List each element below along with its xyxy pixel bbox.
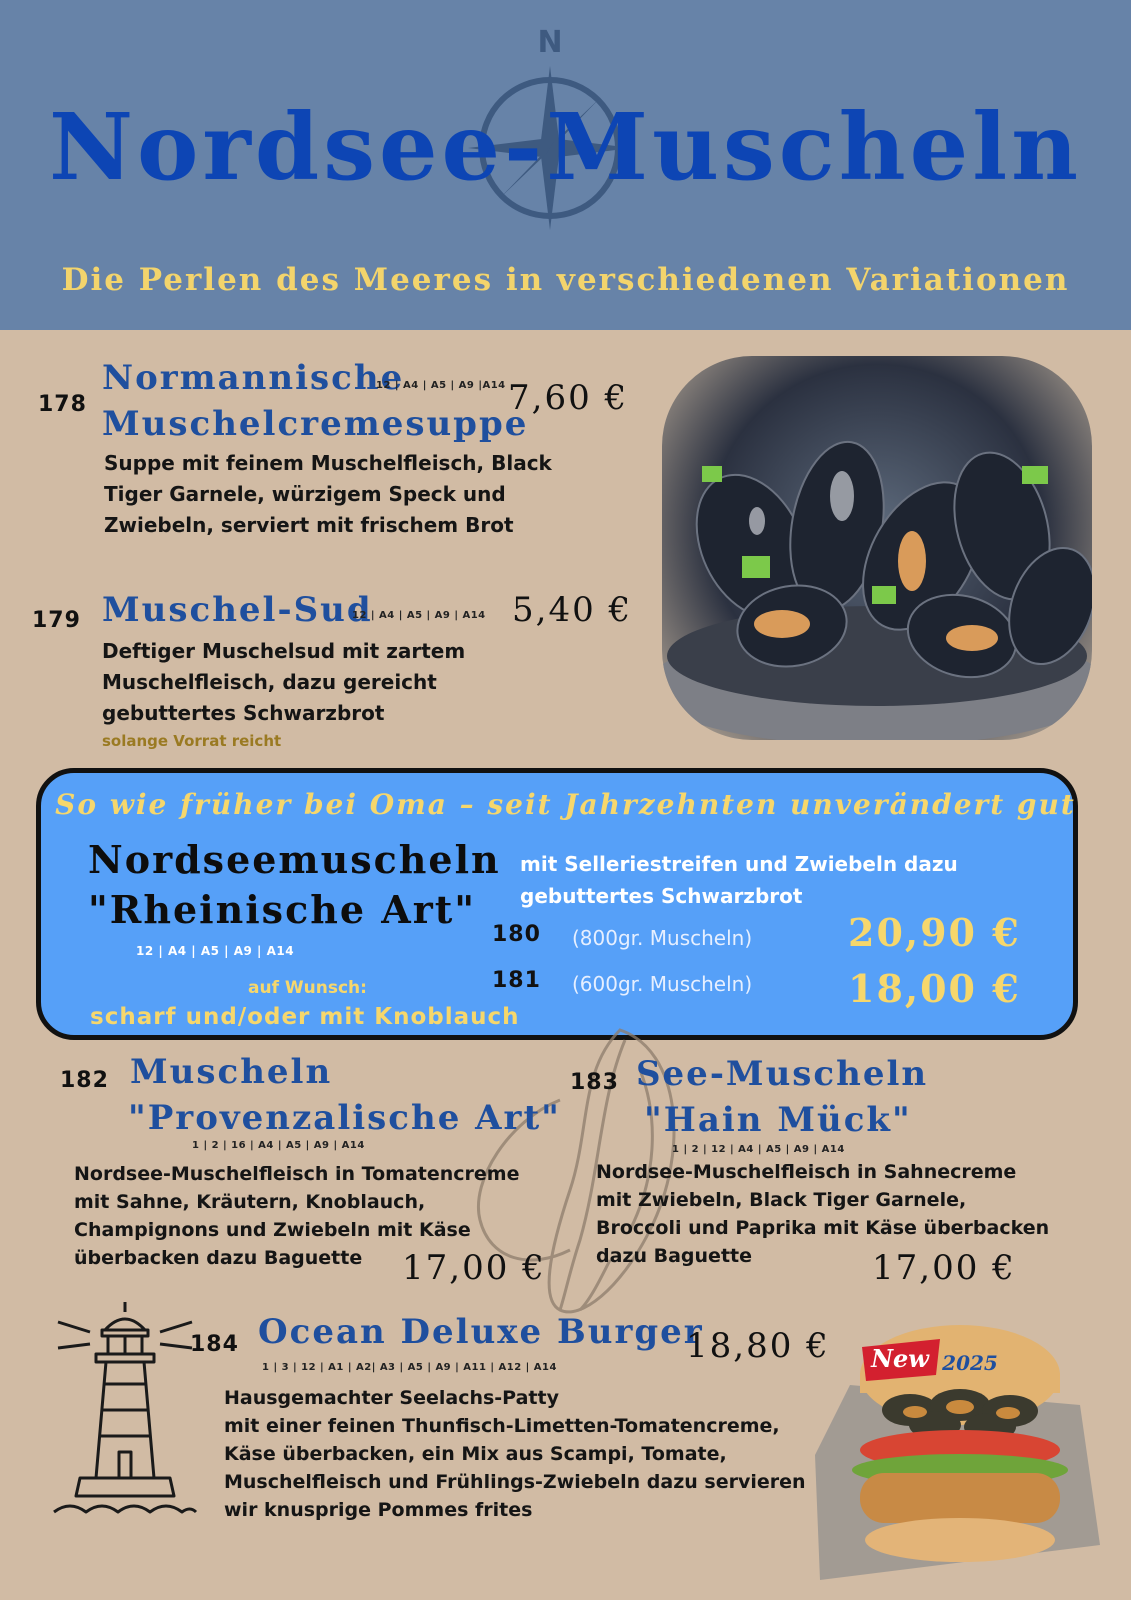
item-183-number: 183 — [570, 1070, 619, 1095]
item-179-price: 5,40 € — [512, 590, 633, 630]
option-180-size: (800gr. Muscheln) — [572, 926, 753, 950]
special-wish-label: auf Wunsch: — [248, 978, 367, 998]
item-178-name-line2: Muschelcremesuppe — [102, 404, 529, 444]
item-183-description: Nordsee-Muschelfleisch in Sahnecreme mit Zwiebeln, Black Tiger Garnele, Broccoli und Paprika mit Käse überbacken dazu Baguette — [596, 1161, 1050, 1267]
item-182-name-line1: Muscheln — [130, 1052, 333, 1092]
page-title: Nordsee-Muscheln — [48, 93, 1083, 201]
option-181-size: (600gr. Muscheln) — [572, 972, 753, 996]
special-title-line2: "Rheinische Art" — [88, 887, 477, 932]
item-178-number: 178 — [38, 392, 87, 417]
mussels-photo — [662, 356, 1092, 740]
year-badge: 2025 — [942, 1351, 998, 1375]
item-179-number: 179 — [32, 608, 81, 633]
item-182-number: 182 — [60, 1068, 109, 1093]
new-badge: New — [871, 1344, 929, 1373]
item-184-number: 184 — [190, 1332, 239, 1357]
item-179-note: solange Vorrat reicht — [102, 732, 282, 750]
item-182-name-line2: "Provenzalische Art" — [128, 1098, 561, 1138]
item-178-name-line1: Normannische — [102, 358, 405, 398]
special-wish-text: scharf und/oder mit Knoblauch — [90, 1004, 520, 1030]
item-184-description: Hausgemachter Seelachs-Patty mit einer feinen Thunfisch-Limetten-Tomatencreme, Käse überbacken, ein Mix aus Scampi, Tomate, Muschelfleisch und Frühlings-Zwiebeln dazu servieren wir knusprige Pommes frites — [224, 1387, 806, 1521]
special-title-line1: Nordseemuscheln — [88, 837, 501, 882]
item-179-allergens: 12 | A4 | A5 | A9 | A14 — [352, 610, 486, 621]
item-184-name: Ocean Deluxe Burger — [258, 1312, 704, 1352]
item-183-name-line2: "Hain Mück" — [644, 1100, 912, 1140]
special-tagline: So wie früher bei Oma – seit Jahrzehnten unverändert gut — [55, 788, 1076, 821]
item-182-description: Nordsee-Muschelfleisch in Tomatencreme mit Sahne, Kräutern, Knoblauch, Champignons und Zwiebeln mit Käse überbacken dazu Baguette — [74, 1163, 520, 1269]
page-subtitle: Die Perlen des Meeres in verschiedenen Variationen — [61, 262, 1070, 298]
item-184-price: 18,80 € — [686, 1326, 830, 1366]
item-183-price: 17,00 € — [872, 1248, 1016, 1288]
item-182-allergens: 1 | 2 | 16 | A4 | A5 | A9 | A14 — [192, 1140, 365, 1151]
item-179-name: Muschel-Sud — [102, 590, 373, 630]
item-183-name-line1: See-Muscheln — [636, 1054, 929, 1094]
compass-letter: N — [537, 25, 563, 60]
option-180-price: 20,90 € — [848, 910, 1021, 955]
item-178-allergens: 12 | A4 | A5 | A9 |A14 — [376, 380, 506, 391]
item-179-description: Deftiger Muschelsud mit zartem Muschelfleisch, dazu gereicht gebuttertes Schwarzbrot — [102, 639, 466, 725]
option-180-number: 180 — [492, 922, 541, 947]
item-178-description: Suppe mit feinem Muschelfleisch, Black Tiger Garnele, würzigem Speck und Zwiebeln, serviert mit frischem Brot — [104, 451, 552, 537]
item-178-price: 7,60 € — [508, 378, 629, 418]
option-181-number: 181 — [492, 968, 541, 993]
special-allergens: 12 | A4 | A5 | A9 | A14 — [136, 944, 295, 958]
special-description: mit Selleriestreifen und Zwiebeln dazu gebuttertes Schwarzbrot — [520, 852, 958, 908]
item-183-allergens: 1 | 2 | 12 | A4 | A5 | A9 | A14 — [672, 1144, 845, 1155]
option-181-price: 18,00 € — [848, 966, 1021, 1011]
item-182-price: 17,00 € — [402, 1248, 546, 1288]
item-184-allergens: 1 | 3 | 12 | A1 | A2| A3 | A5 | A9 | A11 | A12 | A14 — [262, 1362, 557, 1373]
burger-photo — [810, 1315, 1106, 1585]
lighthouse-icon — [50, 1300, 200, 1520]
